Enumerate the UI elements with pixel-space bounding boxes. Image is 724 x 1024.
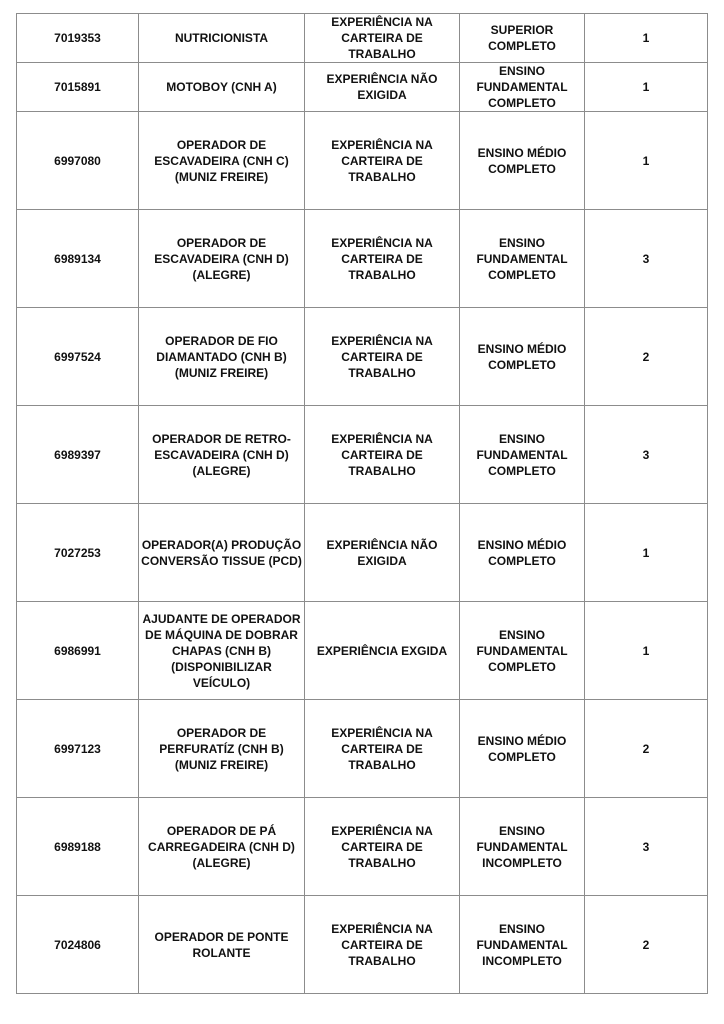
job-vacancies-table (16, 13, 708, 994)
table-row (17, 896, 708, 994)
vacancy-code: 7019353 (17, 14, 139, 63)
table-row (17, 798, 708, 896)
table-row (17, 14, 708, 63)
job-title: OPERADOR DE PERFURATÍZ (CNH B) (MUNIZ FREIRE) (139, 700, 305, 798)
job-title: OPERADOR DE RETRO-ESCAVADEIRA (CNH D) (ALEGRE) (139, 406, 305, 504)
education-requirement: ENSINO MÉDIO COMPLETO (460, 112, 585, 210)
vacancy-count: 2 (585, 896, 708, 994)
vacancy-count: 3 (585, 798, 708, 896)
vacancy-count: 1 (585, 63, 708, 112)
table-row (17, 63, 708, 112)
job-title: OPERADOR DE ESCAVADEIRA (CNH D) (ALEGRE) (139, 210, 305, 308)
table-row (17, 602, 708, 700)
vacancy-count: 1 (585, 14, 708, 63)
education-requirement: ENSINO FUNDAMENTAL COMPLETO (460, 210, 585, 308)
table-row (17, 504, 708, 602)
experience-requirement: EXPERIÊNCIA NÃO EXIGIDA (305, 504, 460, 602)
table-row (17, 308, 708, 406)
experience-requirement: EXPERIÊNCIA NA CARTEIRA DE TRABALHO (305, 406, 460, 504)
experience-requirement: EXPERIÊNCIA NA CARTEIRA DE TRABALHO (305, 14, 460, 63)
education-requirement: ENSINO FUNDAMENTAL COMPLETO (460, 602, 585, 700)
vacancy-code: 7027253 (17, 504, 139, 602)
vacancy-count: 2 (585, 700, 708, 798)
education-requirement: ENSINO MÉDIO COMPLETO (460, 308, 585, 406)
vacancy-count: 3 (585, 210, 708, 308)
experience-requirement: EXPERIÊNCIA NA CARTEIRA DE TRABALHO (305, 896, 460, 994)
job-title: OPERADOR DE ESCAVADEIRA (CNH C) (MUNIZ FREIRE) (139, 112, 305, 210)
experience-requirement: EXPERIÊNCIA NA CARTEIRA DE TRABALHO (305, 308, 460, 406)
education-requirement: ENSINO MÉDIO COMPLETO (460, 700, 585, 798)
education-requirement: SUPERIOR COMPLETO (460, 14, 585, 63)
experience-requirement: EXPERIÊNCIA EXGIDA (305, 602, 460, 700)
vacancy-code: 6989188 (17, 798, 139, 896)
job-title: NUTRICIONISTA (139, 14, 305, 63)
vacancy-code: 7024806 (17, 896, 139, 994)
vacancy-count: 1 (585, 602, 708, 700)
experience-requirement: EXPERIÊNCIA NA CARTEIRA DE TRABALHO (305, 798, 460, 896)
job-title: AJUDANTE DE OPERADOR DE MÁQUINA DE DOBRAR CHAPAS (CNH B) (DISPONIBILIZAR VEÍCULO) (139, 602, 305, 700)
vacancy-count: 1 (585, 112, 708, 210)
vacancy-code: 6986991 (17, 602, 139, 700)
vacancy-count: 3 (585, 406, 708, 504)
vacancy-code: 6989397 (17, 406, 139, 504)
vacancy-code: 6989134 (17, 210, 139, 308)
vacancy-code: 7015891 (17, 63, 139, 112)
experience-requirement: EXPERIÊNCIA NA CARTEIRA DE TRABALHO (305, 210, 460, 308)
education-requirement: ENSINO FUNDAMENTAL COMPLETO (460, 63, 585, 112)
education-requirement: ENSINO FUNDAMENTAL COMPLETO (460, 406, 585, 504)
experience-requirement: EXPERIÊNCIA NA CARTEIRA DE TRABALHO (305, 700, 460, 798)
job-title: OPERADOR DE PONTE ROLANTE (139, 896, 305, 994)
vacancy-code: 6997080 (17, 112, 139, 210)
education-requirement: ENSINO MÉDIO COMPLETO (460, 504, 585, 602)
table-row (17, 406, 708, 504)
experience-requirement: EXPERIÊNCIA NÃO EXIGIDA (305, 63, 460, 112)
vacancy-code: 6997524 (17, 308, 139, 406)
education-requirement: ENSINO FUNDAMENTAL INCOMPLETO (460, 896, 585, 994)
job-title: OPERADOR(A) PRODUÇÃO CONVERSÃO TISSUE (PCD) (139, 504, 305, 602)
job-title: MOTOBOY (CNH A) (139, 63, 305, 112)
vacancy-code: 6997123 (17, 700, 139, 798)
job-title: OPERADOR DE FIO DIAMANTADO (CNH B) (MUNIZ FREIRE) (139, 308, 305, 406)
table-row (17, 210, 708, 308)
job-title: OPERADOR DE PÁ CARREGADEIRA (CNH D) (ALEGRE) (139, 798, 305, 896)
table-row (17, 700, 708, 798)
vacancy-count: 2 (585, 308, 708, 406)
education-requirement: ENSINO FUNDAMENTAL INCOMPLETO (460, 798, 585, 896)
table-row (17, 112, 708, 210)
experience-requirement: EXPERIÊNCIA NA CARTEIRA DE TRABALHO (305, 112, 460, 210)
vacancy-count: 1 (585, 504, 708, 602)
